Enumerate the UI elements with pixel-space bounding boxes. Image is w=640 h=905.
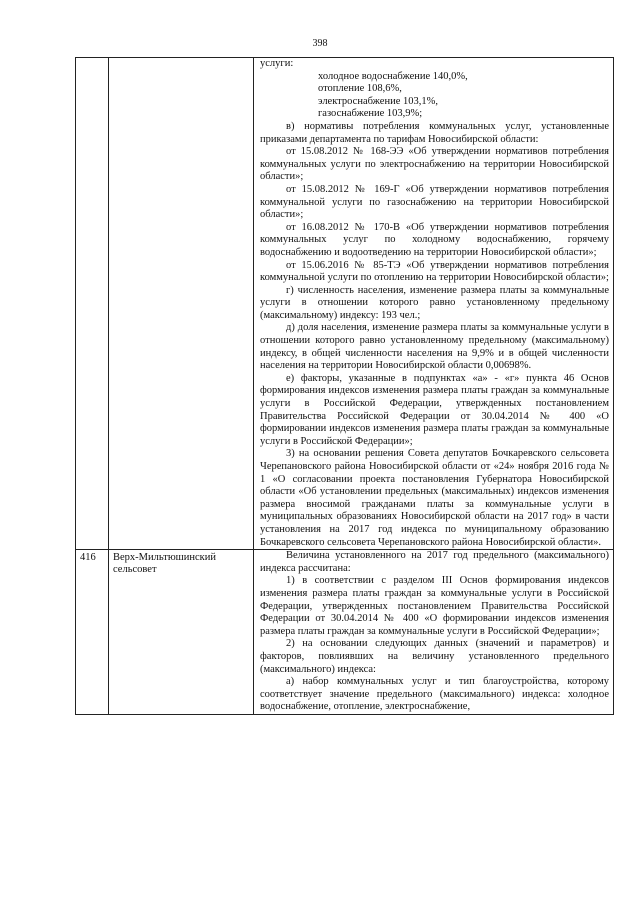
paragraph: д) доля населения, изменение размера платы за коммунальные услуги в отношении которого равно установленному предельному (максимальному) индексу, в общей численности населения на 9,9% и в общей численности населения на территории Новосибирской области 0,00698%. bbox=[260, 322, 609, 372]
row-text bbox=[254, 550, 614, 715]
paragraph: услуги: bbox=[260, 58, 294, 69]
paragraph: 2) на основании следующих данных (значений и параметров) и факторов, повлиявших на величину установленного предельного (максимального) индекса: bbox=[260, 638, 609, 675]
row-number: 416 bbox=[76, 550, 109, 715]
paragraph: е) факторы, указанные в подпунктах «а» - «г» пункта 46 Основ формирования индексов изменения размера платы граждан за коммунальные услуги в Российской Федерации, утвержденных постановлением Правительства Российской Федерации от 30.04.2014 № 400 «О формировании индексов изменения размера платы граждан за коммунальные услуги в Российской Федерации»; bbox=[260, 372, 609, 447]
document-table bbox=[75, 57, 614, 715]
municipality-name bbox=[109, 58, 254, 550]
municipality-name: Верх-Мильтюшинский сельсовет bbox=[109, 550, 254, 715]
paragraph: 1) в соответствии с разделом III Основ формирования индексов изменения размера платы граждан за коммунальные услуги в Российской Федерации, утвержденных постановлением Правительства Российской Федерации от 30.04.2014 № 400 «О формировании индексов изменения размера платы граждан за коммунальные услуги в Российской Федерации»; bbox=[260, 575, 609, 637]
table-row bbox=[76, 58, 614, 550]
row-number bbox=[76, 58, 109, 550]
row-text bbox=[254, 58, 614, 550]
table-row bbox=[76, 550, 614, 715]
paragraph: а) набор коммунальных услуг и тип благоустройства, которому соответствует значение предельного (максимального) индекса: холодное водоснабжение, отопление, электроснабжение, bbox=[260, 676, 609, 713]
page-number: 398 bbox=[312, 38, 328, 49]
paragraph: 3) на основании решения Совета депутатов Бочкаревского сельсовета Черепановского района Новосибирской области от «24» ноября 2016 года № 1 «О согласовании проекта постановления Губернатора Новосибирской области «Об установлении предельных (максимальных) индексов изменения размера вносимой гражданами платы за коммунальные услуги в муниципальных образованиях Новосибирской области на 2017 год» в части установления на 2017 год индекса по муниципальному образованию Бочкаревского сельсовета Черепановского района Новосибирской области». bbox=[260, 448, 609, 548]
paragraph: газоснабжение 103,9%; bbox=[318, 108, 423, 120]
paragraph: от 15.08.2012 № 168-ЭЭ «Об утверждении нормативов потребления коммунальных услуги по электроснабжению на территории Новосибирской области»; bbox=[260, 146, 609, 183]
paragraph: Величина установленного на 2017 год предельного (максимального) индекса рассчитана: bbox=[260, 550, 609, 574]
paragraph: электроснабжение 103,1%, bbox=[318, 95, 438, 107]
paragraph: отопление 108,6%, bbox=[318, 83, 402, 95]
paragraph: в) нормативы потребления коммунальных услуг, установленные приказами департамента по тарифам Новосибирской области: bbox=[260, 120, 609, 145]
paragraph: от 15.06.2016 № 85-ТЭ «Об утверждении нормативов потребления коммунальной услуги по отоплению на территории Новосибирской области»; bbox=[260, 259, 609, 284]
paragraph: г) численность населения, изменение размера платы за коммунальные услуги в отношении которого равно установленному предельному (максимальному) индексу: 193 чел.; bbox=[260, 284, 609, 321]
paragraph: от 16.08.2012 № 170-В «Об утверждении нормативов потребления коммунальных услуг по холодному водоснабжению, горячему водоснабжению и водоотведению на территории Новосибирской области»; bbox=[260, 221, 609, 258]
paragraph: холодное водоснабжение 140,0%, bbox=[318, 70, 468, 82]
paragraph: от 15.08.2012 № 169-Г «Об утверждении нормативов потребления коммунальной услуги по газоснабжению на территории Новосибирской области»; bbox=[260, 183, 609, 221]
